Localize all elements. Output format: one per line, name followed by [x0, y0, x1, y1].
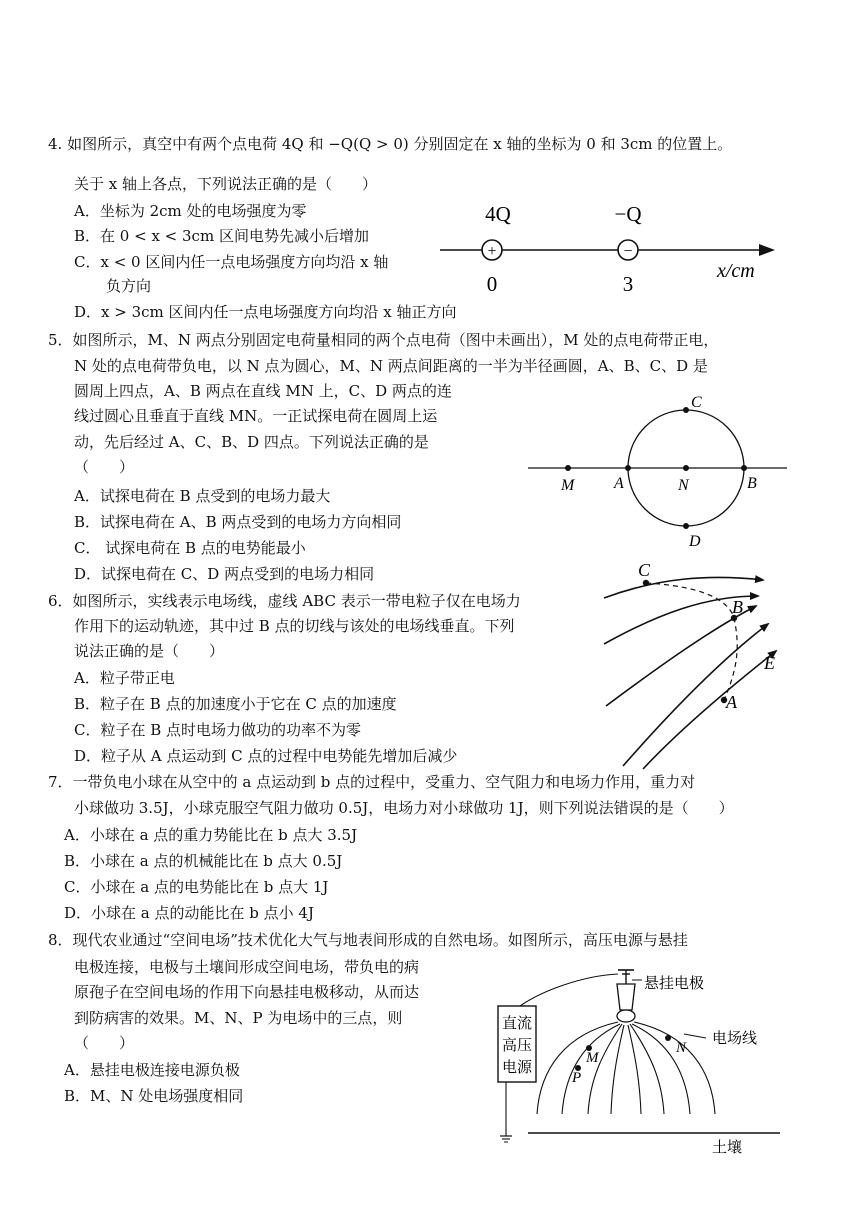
q8-stem-line-1: 8．现代农业通过“空间电场”技术优化大气与地表间形成的自然电场。如图所示，高压电源与悬挂 [48, 931, 688, 949]
q7-option-a: A．小球在 a 点的重力势能比在 b 点大 3.5J [64, 826, 358, 844]
q6-option-a: A．粒子带正电 [74, 669, 175, 687]
q4-tick-right: 3 [622, 272, 634, 296]
q4-option-d: D．x > 3cm 区间内任一点电场强度方向均沿 x 轴正方向 [74, 303, 457, 321]
q4-stem-line-2: 关于 x 轴上各点，下列说法正确的是（ ） [74, 175, 377, 193]
q8-stem-line-2: 电极连接，电极与土壤间形成空间电场，带负电的病 [74, 958, 420, 976]
q8-space-field-figure [490, 964, 790, 1160]
q4-tick-left: 0 [486, 272, 498, 296]
q5-circle-figure [525, 390, 790, 550]
q8-label-m: M [586, 1050, 599, 1066]
q8-option-b: B．M、N 处电场强度相同 [64, 1087, 244, 1105]
q5-label-m: M [561, 477, 575, 494]
q5-stem-line-2: N 处的点电荷带负电，以 N 点为圆心，M、N 两点间距离的一半为半径画圆，A、B、C、D 是 [74, 357, 708, 375]
q8-electrode-label: 悬挂电极 [644, 974, 705, 992]
q5-label-n: N [678, 477, 689, 494]
q7-option-c: C．小球在 a 点的电势能比在 b 点大 1J [64, 878, 329, 896]
q5-label-b: B [747, 475, 757, 492]
q5-option-d: D．试探电荷在 C、D 两点受到的电场力相同 [74, 565, 375, 583]
q5-option-c: C． 试探电荷在 B 点的电势能最小 [74, 539, 306, 557]
q8-source-line-3: 电源 [501, 1058, 533, 1076]
q6-stem-line-2: 作用下的运动轨迹，其中过 B 点的切线与该处的电场线垂直。下列 [74, 617, 515, 635]
q6-option-b: B．粒子在 B 点的加速度小于它在 C 点的加速度 [74, 695, 397, 713]
q6-label-c: C [638, 560, 651, 580]
q4-charge-left-sign: + [487, 243, 497, 260]
q6-field-lines-figure [598, 556, 788, 770]
q4-option-a: A．坐标为 2cm 处的电场强度为零 [74, 202, 307, 220]
q4-option-b: B．在 0 < x < 3cm 区间电势先减小后增加 [74, 227, 369, 245]
q6-option-c: C．粒子在 B 点时电场力做功的功率不为零 [74, 721, 362, 739]
q4-axis-label: x/cm [717, 260, 755, 282]
q5-label-a: A [614, 475, 624, 492]
q4-stem-line-1: 4. 如图所示，真空中有两个点电荷 4Q 和 −Q(Q > 0) 分别固定在 x 轴的坐标为 0 和 3cm 的位置上。 [48, 135, 733, 153]
q5-stem-line-1: 5．如图所示，M、N 两点分别固定电荷量相同的两个点电荷（图中未画出），M 处的点电荷带正电， [48, 331, 719, 349]
q4-charge-left-label: 4Q [485, 202, 511, 226]
q5-stem-line-3: 圆周上四点，A、B 两点在直线 MN 上，C、D 两点的连 [74, 382, 452, 400]
q4-charge-right-sign: − [623, 243, 633, 260]
q8-label-p: P [572, 1070, 582, 1086]
q8-field-line-label: 电场线 [712, 1029, 758, 1047]
q4-charge-right-label: −Q [614, 202, 642, 226]
q5-stem-line-5: 动，先后经过 A、C、B、D 四点。下列说法正确的是 [74, 433, 429, 451]
q8-option-a: A．悬挂电极连接电源负极 [64, 1061, 240, 1079]
q4-option-c-line-1: C．x < 0 区间内任一点电场强度方向均沿 x 轴 [74, 253, 389, 271]
q6-label-a: A [726, 692, 737, 712]
q8-stem-line-4: 到防病害的效果。M、N、P 为电场中的三点，则 [74, 1009, 403, 1027]
q7-stem-line-2: 小球做功 3.5J，小球克服空气阻力做功 0.5J，电场力对小球做功 1J，则下列说法错误的是（ ） [74, 799, 734, 817]
q8-stem-line-3: 原孢子在空间电场的作用下向悬挂电极移动，从而达 [74, 983, 420, 1001]
q5-option-a: A．试探电荷在 B 点受到的电场力最大 [74, 487, 331, 505]
q6-option-d: D．粒子从 A 点运动到 C 点的过程中电势能先增加后减少 [74, 747, 458, 765]
q8-stem-line-5: （ ） [74, 1034, 135, 1052]
q8-source-line-1: 直流 [501, 1014, 533, 1032]
q6-label-b: B [732, 597, 743, 617]
q5-stem-line-4: 线过圆心且垂直于直线 MN。一正试探电荷在圆周上运 [74, 407, 438, 425]
q8-label-n: N [676, 1040, 687, 1056]
q7-stem-line-1: 7．一带负电小球在从空中的 a 点运动到 b 点的过程中，受重力、空气阻力和电场力作用，重力对 [48, 773, 696, 791]
q8-source-line-2: 高压 [501, 1036, 533, 1054]
q7-option-b: B．小球在 a 点的机械能比在 b 点大 0.5J [64, 852, 343, 870]
q5-option-b: B．试探电荷在 A、B 两点受到的电场力方向相同 [74, 513, 402, 531]
q5-label-c: C [691, 394, 702, 411]
q6-stem-line-3: 说法正确的是（ ） [74, 642, 225, 660]
q6-stem-line-1: 6．如图所示，实线表示电场线，虚线 ABC 表示一带电粒子仅在电场力 [48, 592, 521, 610]
q6-label-e: E [764, 653, 775, 673]
q5-stem-line-6: （ ） [74, 458, 135, 476]
q8-soil-label: 土壤 [712, 1138, 743, 1156]
q5-label-d: D [689, 533, 701, 550]
q7-option-d: D．小球在 a 点的动能比在 b 点小 4J [64, 904, 314, 922]
q4-option-c-line-2: 负方向 [106, 277, 152, 295]
q4-x-axis-figure [435, 195, 780, 305]
